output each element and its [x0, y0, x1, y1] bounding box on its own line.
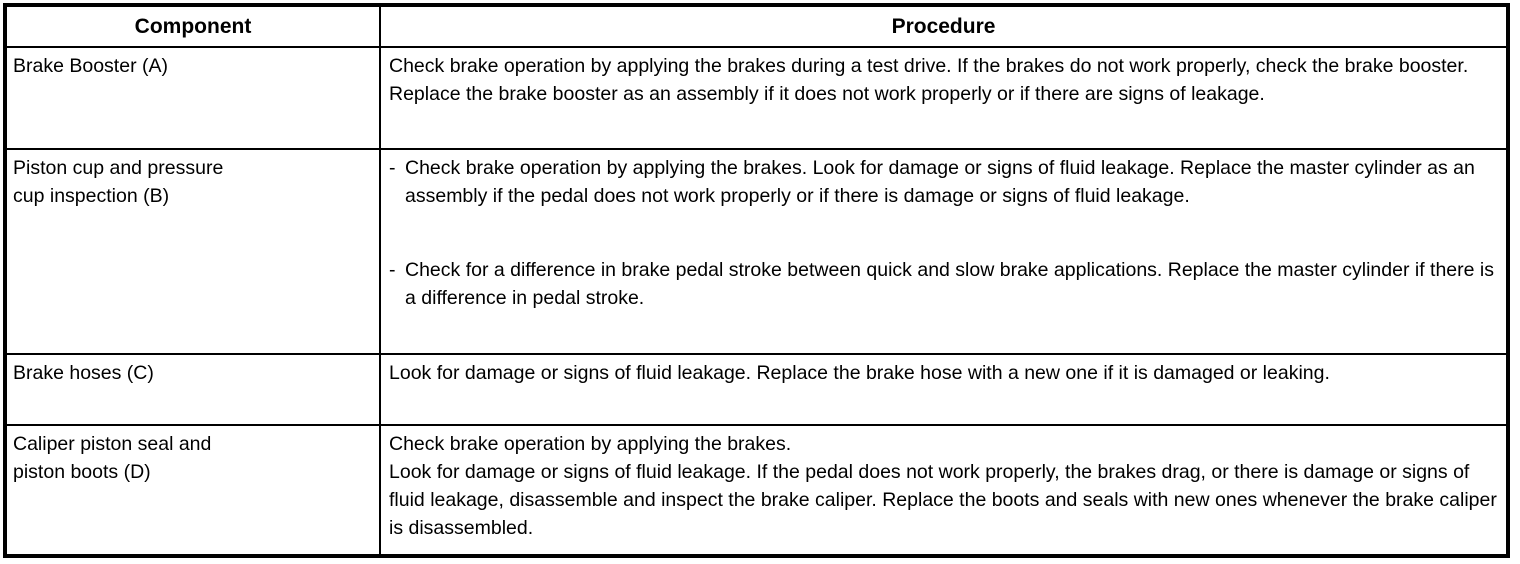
component-column-header: Component: [7, 7, 381, 48]
table-row-component-piston-cup: [7, 150, 381, 355]
bullet-dash-marker: -: [389, 259, 396, 281]
procedure-text: Check brake operation by applying the brakes. Look for damage or signs of fluid leakage. Replace the master cylinder as an assembly if the pedal does not work properly or if there is damage or signs of fluid leakage.: [405, 157, 1475, 207]
table-row-procedure-piston-cup: [381, 150, 1506, 355]
procedure-bullet-item: [389, 154, 1498, 210]
table-row-procedure-caliper-piston-seal: [381, 426, 1506, 554]
table-row-component-brake-booster: [7, 48, 381, 150]
table-row-component-caliper-piston-seal: [7, 426, 381, 554]
component-label: Brake hoses (C): [13, 362, 154, 384]
procedure-text: Look for damage or signs of fluid leakage. Replace the brake hose with a new one if it is damaged or leaking.: [389, 362, 1330, 384]
procedure-text: Check brake operation by applying the brakes during a test drive. If the brakes do not work properly, check the brake booster. Replace the brake booster as an assembly if it does not work properly or if there are signs of leakage.: [389, 55, 1469, 105]
component-label: Brake Booster (A): [13, 55, 168, 77]
procedure-text-body: Look for damage or signs of fluid leakage. If the pedal does not work properly, the brakes drag, or there is damage or signs of fluid leakage, disassemble and inspect the brake caliper. Replace the boots and seals with new ones whenever the brake caliper is disassembled.: [389, 461, 1497, 539]
table-row-component-brake-hoses: [7, 355, 381, 426]
table-row-procedure-brake-hoses: [381, 355, 1506, 426]
component-label-line-1: Piston cup and pressure: [13, 157, 224, 179]
procedure-column-header: Procedure: [381, 7, 1506, 48]
component-label-line-1: Caliper piston seal and: [13, 433, 212, 455]
component-label-line-2: cup inspection (B): [13, 185, 170, 207]
procedure-text-line-1: Check brake operation by applying the brakes.: [389, 433, 792, 455]
bullet-dash-marker: -: [389, 157, 396, 179]
component-label-line-2: piston boots (D): [13, 461, 151, 483]
procedure-bullet-item: [389, 256, 1498, 312]
procedure-text: Check for a difference in brake pedal stroke between quick and slow brake applications. Replace the master cylinder if there is a difference in pedal stroke.: [405, 259, 1494, 309]
brake-inspection-table: [3, 3, 1510, 558]
table-row-procedure-brake-booster: [381, 48, 1506, 150]
